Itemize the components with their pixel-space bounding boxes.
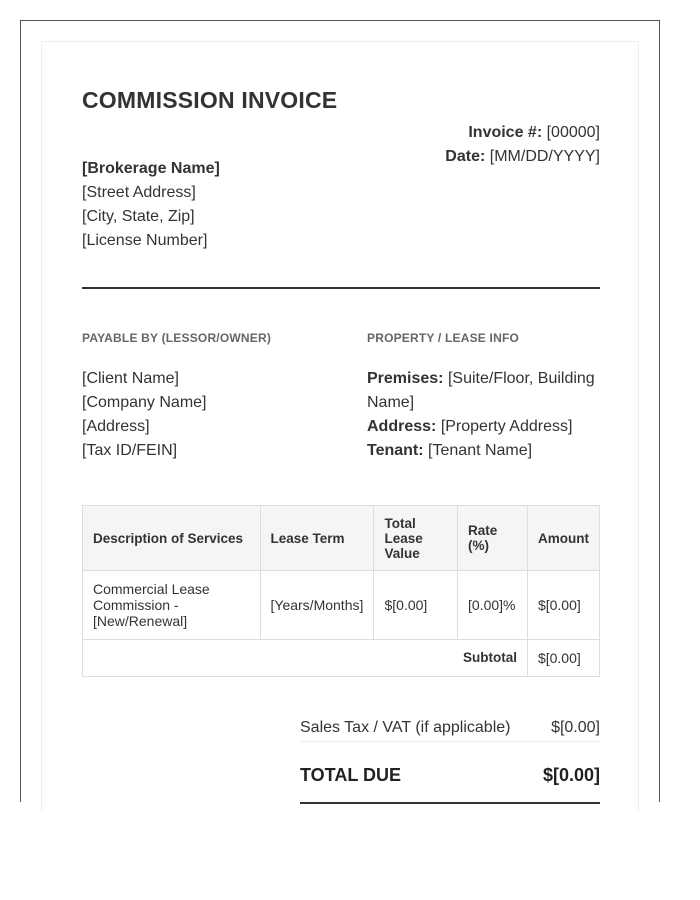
- payable-heading: PAYABLE BY (LESSOR/OWNER): [82, 331, 272, 345]
- invoice-number-line: [445, 121, 600, 145]
- property-address-line: [367, 415, 602, 439]
- tax-label: Sales Tax / VAT (if applicable): [300, 719, 511, 736]
- table-header-row: [83, 506, 600, 571]
- col-header-rate: Rate (%): [458, 506, 528, 571]
- tenant-label: Tenant:: [367, 442, 424, 459]
- document-frame: [20, 20, 660, 802]
- brokerage-info: [82, 157, 220, 253]
- header-divider: [82, 287, 600, 289]
- premises-label: Premises:: [367, 370, 444, 387]
- payable-section: [82, 331, 342, 463]
- property-section: [367, 331, 602, 463]
- property-address-value: [Property Address]: [440, 418, 573, 435]
- cell-total-lease-value: $[0.00]: [374, 571, 458, 640]
- invoice-date-line: [445, 145, 600, 169]
- cell-amount: $[0.00]: [527, 571, 599, 640]
- col-header-lease-term: Lease Term: [260, 506, 374, 571]
- premises-value: [Suite/Floor, Building Name]: [367, 370, 595, 411]
- subtotal-value: $[0.00]: [527, 640, 599, 677]
- invoice-number-label: Invoice #:: [468, 124, 543, 141]
- tenant-value: [Tenant Name]: [428, 442, 533, 459]
- totals-section: [300, 697, 600, 804]
- property-address-label: Address:: [367, 418, 437, 435]
- invoice-page: [41, 41, 639, 811]
- subtotal-row: [83, 640, 600, 677]
- invoice-date-label: Date:: [445, 148, 486, 165]
- client-name: [Client Name]: [82, 370, 179, 387]
- brokerage-name: [Brokerage Name]: [82, 160, 220, 177]
- client-address: [Address]: [82, 418, 150, 435]
- invoice-title: COMMISSION INVOICE: [82, 87, 338, 113]
- total-due-value: $[0.00]: [542, 765, 600, 785]
- total-due-row: [300, 742, 600, 804]
- brokerage-street: [Street Address]: [82, 184, 196, 201]
- brokerage-license: [License Number]: [82, 232, 208, 249]
- brokerage-city: [City, State, Zip]: [82, 208, 195, 225]
- invoice-number-value: [00000]: [546, 124, 600, 141]
- col-header-amount: Amount: [527, 506, 599, 571]
- property-heading: PROPERTY / LEASE INFO: [367, 331, 520, 345]
- property-details: [367, 367, 602, 463]
- company-name: [Company Name]: [82, 394, 207, 411]
- tax-value: $[0.00]: [551, 719, 600, 736]
- table-row: [83, 571, 600, 640]
- col-header-total-lease-value: Total Lease Value: [374, 506, 458, 571]
- tax-row: [300, 697, 600, 742]
- cell-lease-term: [Years/Months]: [260, 571, 374, 640]
- tenant-line: [367, 439, 602, 463]
- invoice-meta: [445, 121, 600, 169]
- total-due-label: TOTAL DUE: [300, 765, 402, 785]
- col-header-description: Description of Services: [83, 506, 261, 571]
- services-table: [82, 505, 600, 677]
- invoice-date-value: [MM/DD/YYYY]: [489, 148, 600, 165]
- payable-details: [82, 367, 342, 463]
- cell-description: Commercial Lease Commission - [New/Renewal]: [83, 571, 261, 640]
- cell-rate: [0.00]%: [458, 571, 528, 640]
- client-tax-id: [Tax ID/FEIN]: [82, 442, 178, 459]
- subtotal-label: Subtotal: [83, 640, 528, 677]
- premises-line: [367, 367, 602, 415]
